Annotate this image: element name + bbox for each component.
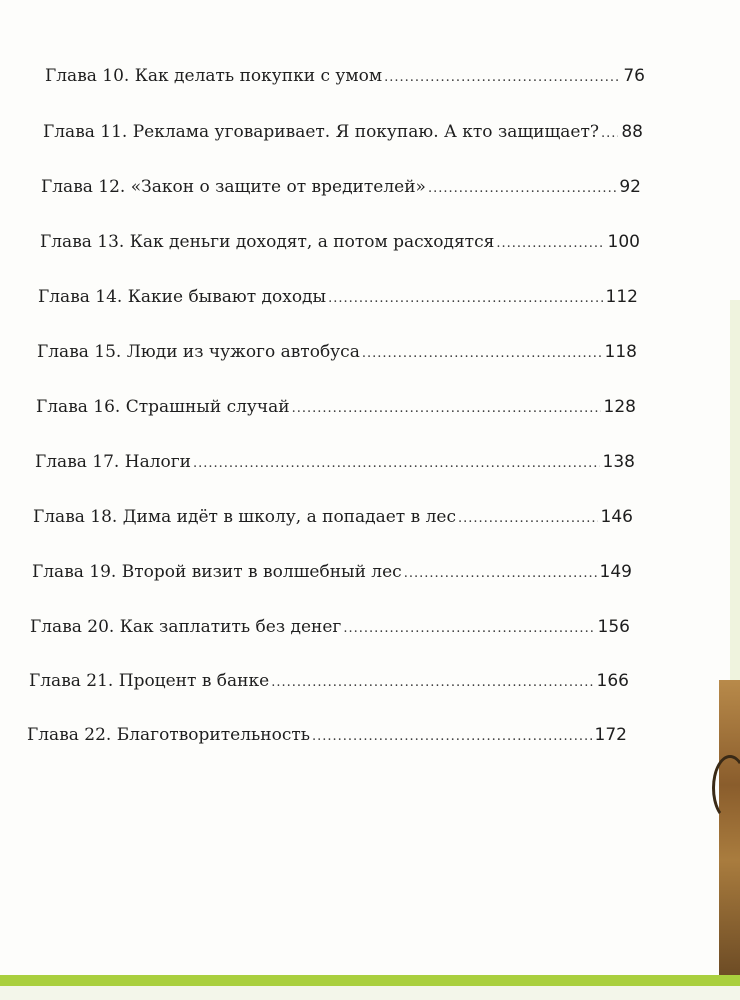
dot-leader	[496, 230, 604, 258]
dot-leader	[271, 669, 593, 697]
toc-entry-page-number: 88	[621, 122, 643, 142]
toc-entry-page-number: 156	[597, 617, 630, 637]
toc-entry-page-number: 112	[605, 287, 638, 307]
toc-entry-page-number: 172	[594, 725, 627, 745]
toc-entry-page-number: 76	[623, 66, 645, 86]
toc-entry-page-number: 149	[599, 562, 632, 582]
toc-entry-page-number: 146	[600, 507, 633, 527]
dot-leader	[328, 285, 602, 313]
toc-entry-page-number: 100	[607, 232, 640, 252]
toc-entry-chapter-11[interactable]	[43, 118, 643, 146]
dot-leader	[362, 340, 602, 368]
toc-entry-label: Глава 20. Как заплатить без денег	[30, 617, 342, 637]
dot-leader	[343, 615, 594, 643]
toc-entry-chapter-17[interactable]	[35, 448, 635, 476]
toc-entry-page-number: 118	[604, 342, 637, 362]
dot-leader	[404, 560, 597, 588]
toc-entry-chapter-15[interactable]	[37, 338, 637, 366]
toc-entry-label: Глава 16. Страшный случай	[36, 397, 290, 417]
dot-leader	[428, 175, 616, 203]
dot-leader	[193, 450, 600, 478]
footer-light-band	[0, 986, 740, 1000]
toc-entry-label: Глава 12. «Закон о защите от вредителей»	[41, 177, 426, 197]
toc-entry-label: Глава 10. Как делать покупки с умом	[45, 66, 383, 86]
toc-entry-page-number: 166	[596, 671, 629, 691]
toc-entry-chapter-12[interactable]	[41, 173, 641, 201]
toc-entry-page-number: 128	[603, 397, 636, 417]
toc-entry-label: Глава 18. Дима идёт в школу, а попадает в лес	[33, 507, 456, 527]
dot-leader	[601, 120, 618, 148]
green-footer-band	[0, 975, 740, 986]
toc-entry-chapter-19[interactable]	[32, 558, 632, 586]
toc-entry-chapter-18[interactable]	[33, 503, 633, 531]
toc-entry-label: Глава 17. Налоги	[35, 452, 191, 472]
page-edge-tint	[730, 300, 740, 680]
dot-leader	[312, 723, 592, 751]
toc-entry-chapter-22[interactable]	[27, 721, 627, 749]
illustration-outline	[712, 755, 740, 821]
dot-leader	[458, 505, 598, 533]
toc-entry-chapter-16[interactable]	[36, 393, 636, 421]
toc-entry-chapter-13[interactable]	[40, 228, 640, 256]
dot-leader	[292, 395, 601, 423]
toc-entry-label: Глава 19. Второй визит в волшебный лес	[32, 562, 402, 582]
toc-entry-page-number: 138	[602, 452, 635, 472]
toc-entry-label: Глава 14. Какие бывают доходы	[38, 287, 327, 307]
toc-entry-chapter-10[interactable]	[45, 62, 645, 90]
toc-entry-chapter-14[interactable]	[38, 283, 638, 311]
toc-entry-chapter-20[interactable]	[30, 613, 630, 641]
toc-entry-label: Глава 11. Реклама уговаривает. Я покупаю. А кто защищает?	[43, 122, 600, 142]
toc-entry-label: Глава 21. Процент в банке	[29, 671, 270, 691]
dot-leader	[384, 64, 620, 92]
toc-entry-label: Глава 15. Люди из чужого автобуса	[37, 342, 360, 362]
illustration-edge	[719, 680, 740, 980]
toc-entry-label: Глава 13. Как деньги доходят, а потом расходятся	[40, 232, 495, 252]
toc-entry-page-number: 92	[619, 177, 641, 197]
toc-entry-label: Глава 22. Благотворительность	[27, 725, 310, 745]
toc-entry-chapter-21[interactable]	[29, 667, 629, 695]
